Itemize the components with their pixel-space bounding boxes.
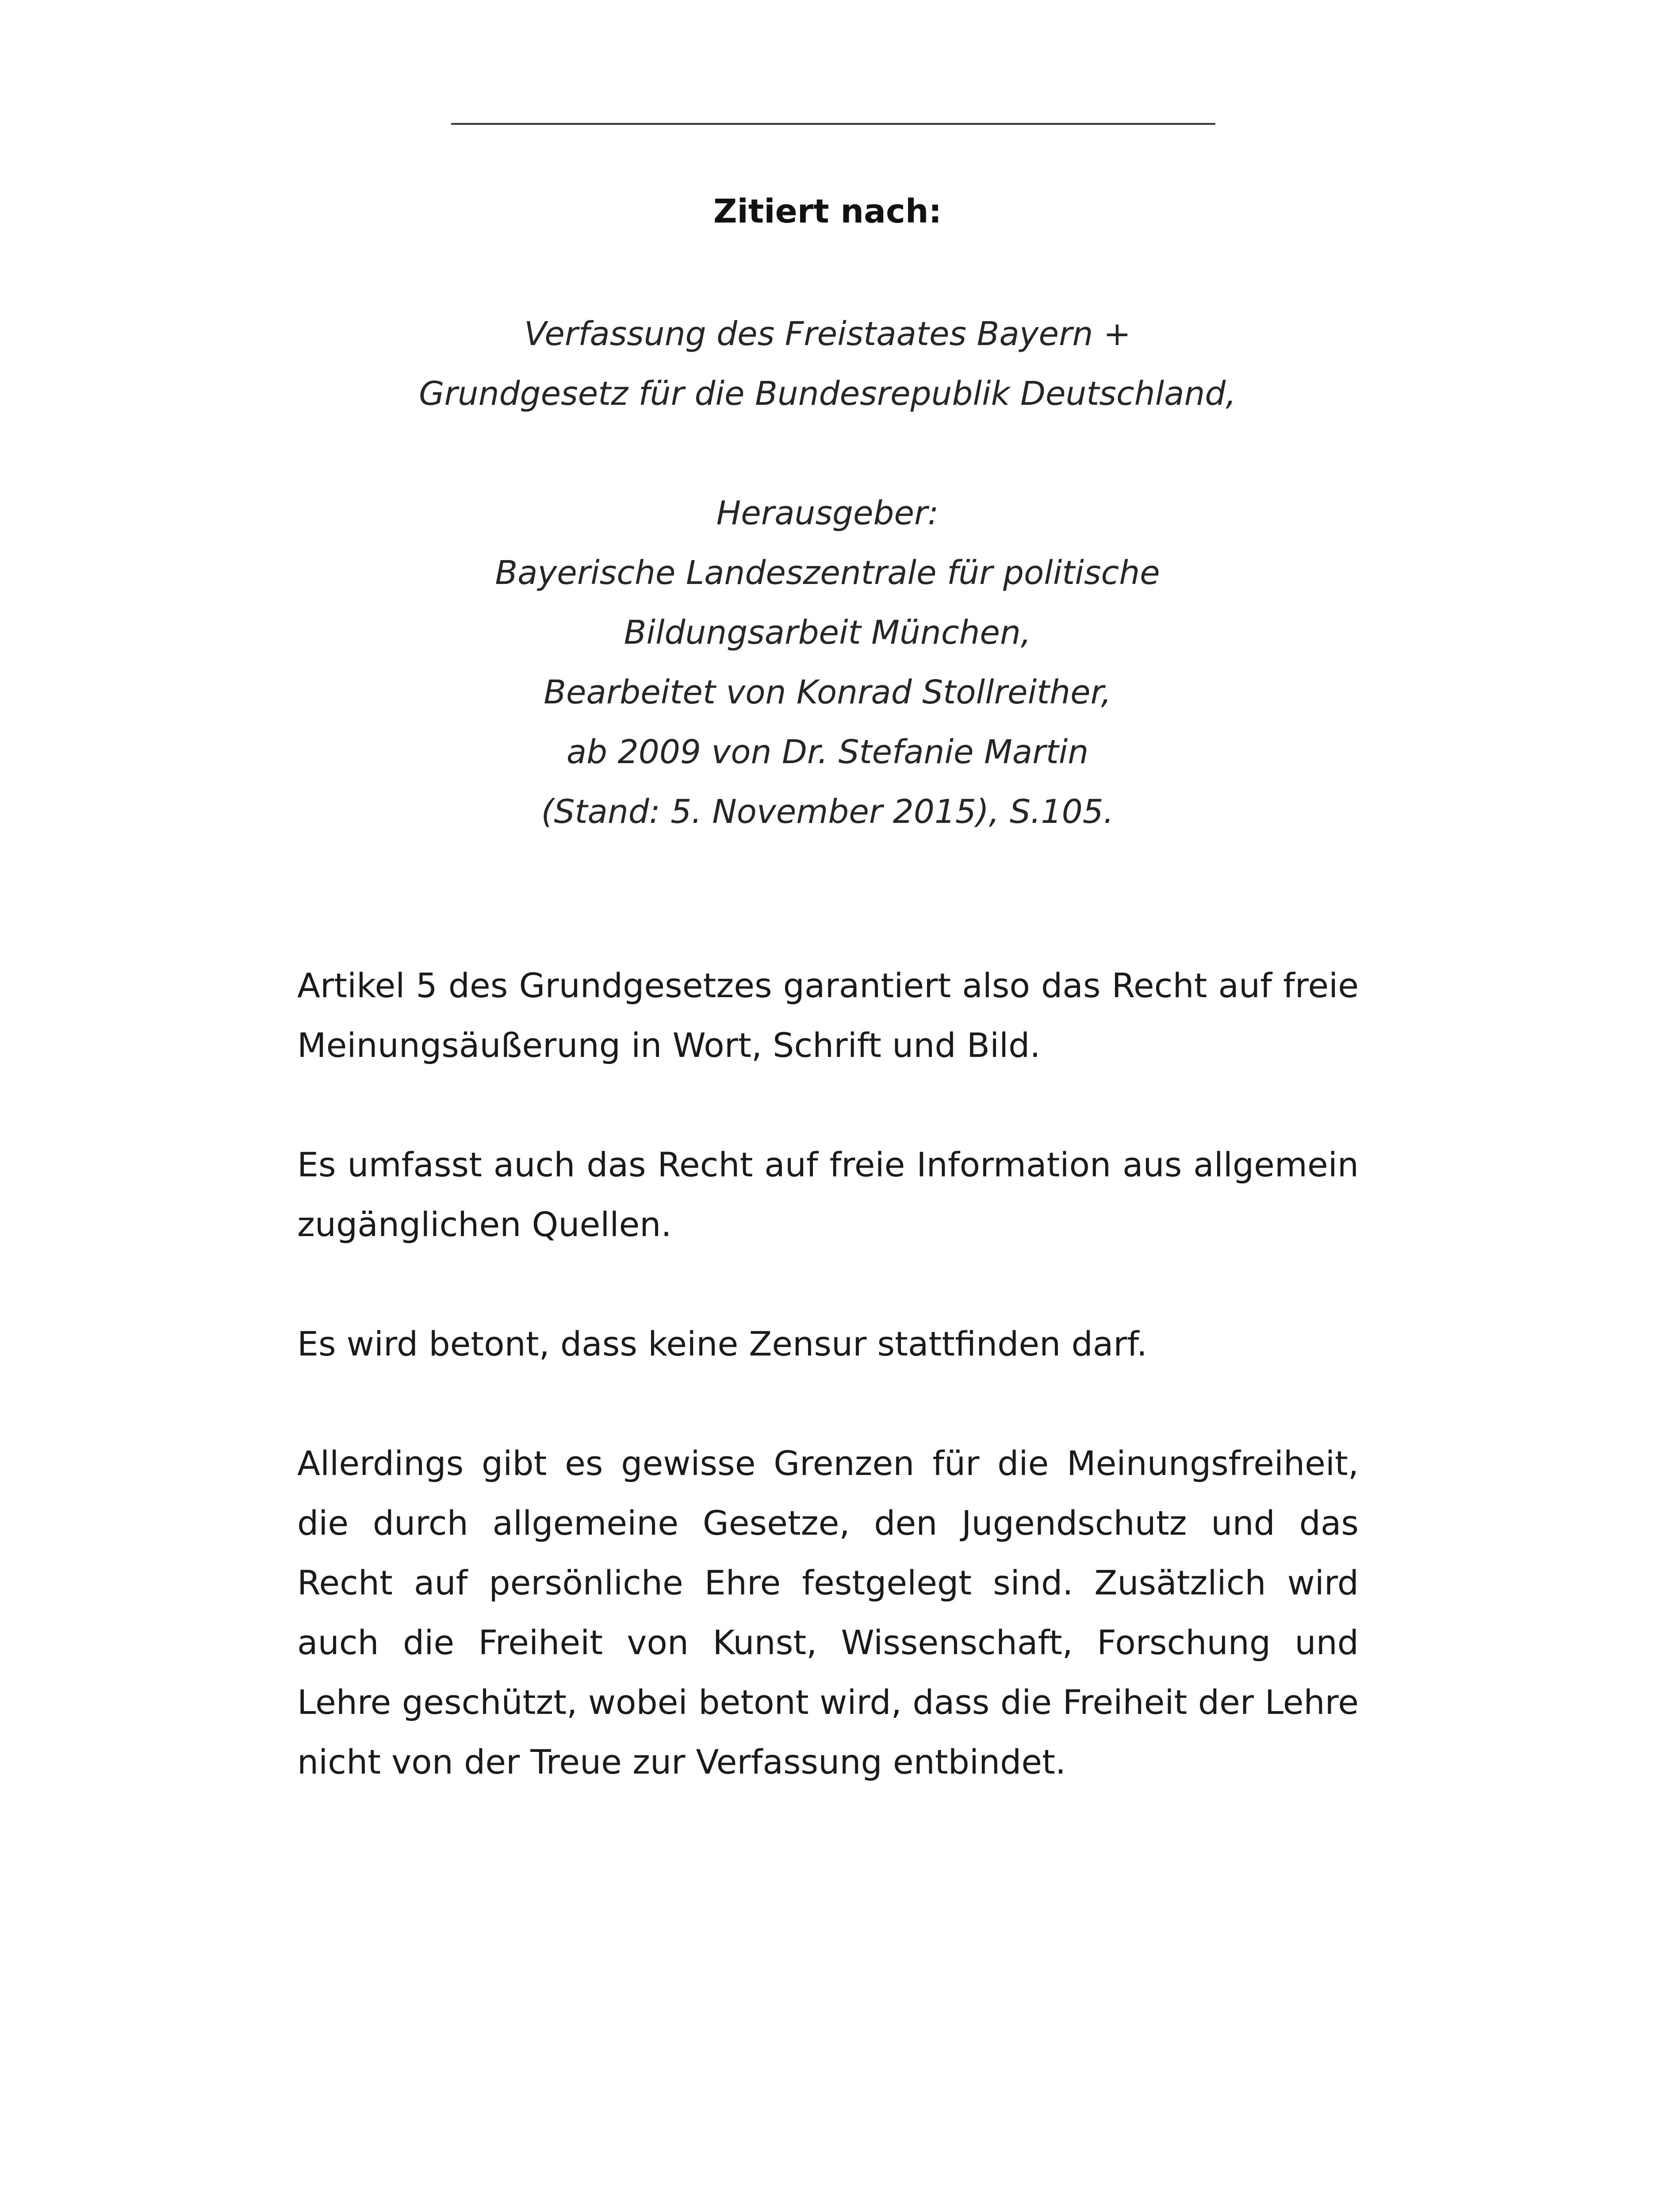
citation-line: (Stand: 5. November 2015), S.105. — [541, 793, 1114, 831]
body-text — [297, 956, 1359, 1851]
citation-line: Verfassung des Freistaates Bayern + — [524, 315, 1131, 353]
body-paragraph: Artikel 5 des Grundgesetzes garantiert also das Recht auf freie Meinungsäußerung in Wort, Schrift und Bild. — [297, 966, 1359, 1065]
citation-line: Bearbeitet von Konrad Stollreither, — [544, 673, 1111, 711]
separator-rule — [451, 123, 1215, 125]
citation-line: Bildungsarbeit München, — [624, 614, 1031, 652]
body-paragraph: Allerdings gibt es gewisse Grenzen für die Meinungsfreiheit, die durch allgemeine Gesetze, den Jugendschutz und das Recht auf persönliche Ehre festgelegt sind. Zusätzlich wird auch die Freiheit von Kunst, Wissenschaft, Forschung und Lehre geschützt, wobei betont wird, dass die Freiheit der Lehre nicht von der Treue zur Verfassung entbindet. — [297, 1444, 1359, 1782]
citation-line: Grundgesetz für die Bundesrepublik Deutschland, — [419, 375, 1236, 413]
citation-line: Bayerische Landeszentrale für politische — [495, 554, 1160, 592]
body-paragraph: Es umfasst auch das Recht auf freie Information aus allgemein zugänglichen Quellen. — [297, 1145, 1359, 1244]
citation-gap — [0, 424, 1655, 484]
citation-heading: Zitiert nach: — [713, 192, 942, 230]
citation-line: ab 2009 von Dr. Stefanie Martin — [566, 733, 1089, 771]
citation-line: Herausgeber: — [716, 494, 939, 532]
body-paragraph: Es wird betont, dass keine Zensur stattfinden darf. — [297, 1324, 1147, 1363]
citation-block — [0, 304, 1655, 842]
